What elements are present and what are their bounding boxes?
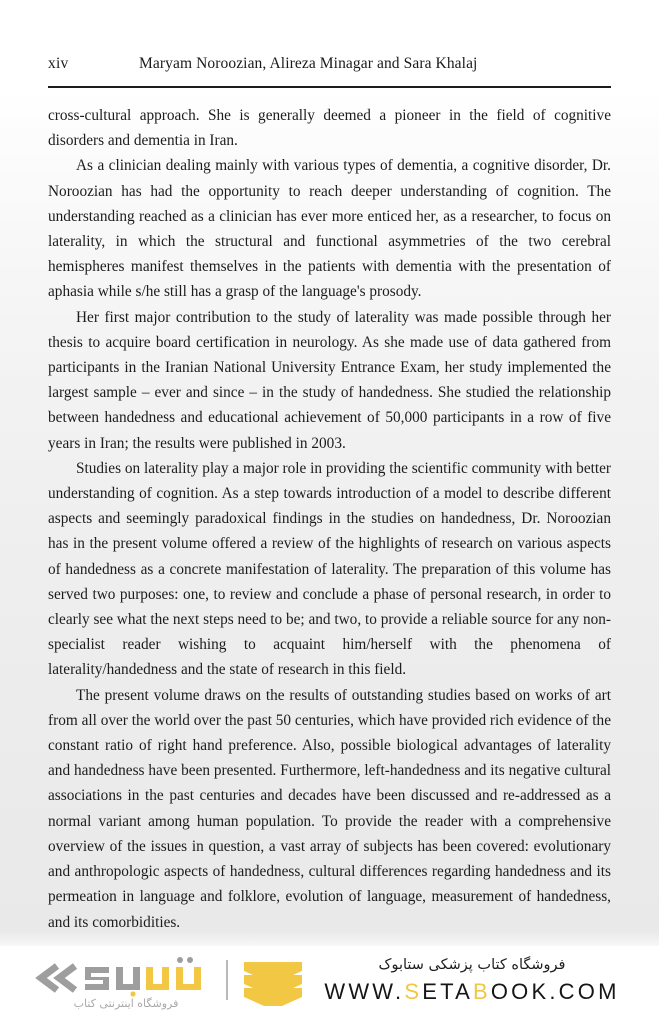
page-number: xiv	[48, 55, 69, 72]
url-letter-s: S	[404, 979, 423, 1004]
url-letters-eta: ETA	[422, 979, 473, 1004]
running-head	[48, 55, 611, 85]
paragraph: Her first major contribution to the study of laterality was made possible through her thesis to acquire board certification in neurology. As she made use of data gathered from participants in the Iranian National University Entrance Exam, her study implemented the largest sample – ever and since – in the study of handedness. She studied the relationship between handedness and educational achievement of 50,000 participants in a row of five years in Iran; the results were published in 2003.	[48, 308, 611, 452]
paragraph: As a clinician dealing mainly with various types of dementia, a cognitive disorder, Dr. Noroozian has had the opportunity to reach deeper understanding of cognition. The understanding reached as a clinician has ever more enticed her, as a researcher, to focus on laterality, in which the structural and functional asymmetries of the two cerebral hemispheres manifest themselves in the patients with dementia with the presentation of aphasia while s/he still has a grasp of the language's prosody.	[48, 157, 611, 301]
header-rule	[48, 86, 611, 88]
brand-subtitle: فروشگاه اینترنتی کتاب	[73, 997, 179, 1010]
body-text-column	[48, 103, 611, 935]
site-url[interactable]	[307, 979, 637, 1005]
setabook-logo-icon	[30, 954, 215, 998]
paragraph: The present volume draws on the results of outstanding studies based on works of art from all over the world over the past 50 centuries, which have provided rich evidence of the constant ratio of right hand preference. Also, possible biological advantages of laterality and handedness have been presented. Furthermore, left-handedness and its negative cultural associations in the past centuries and decades have been discussed and re-addressed as a normal variant among human population. To provide the reader with a comprehensive overview of the issues in question, a vast array of subjects has been covered: evolutionary and anthropologic aspects of handedness, cultural differences regarding handedness and its permeation in language and folklore, evolution of language, measurement of handedness, and its comorbidities.	[48, 686, 611, 931]
url-suffix: OOK.COM	[490, 979, 620, 1004]
running-head-authors: Maryam Noroozian, Alireza Minagar and Sara Khalaj	[139, 55, 478, 72]
paragraph: cross-cultural approach. She is generally deemed a pioneer in the field of cognitive disorders and dementia in Iran.	[48, 107, 611, 150]
brand-block[interactable]	[30, 954, 300, 1020]
footer-banner	[0, 946, 659, 1024]
url-letter-b: B	[473, 979, 491, 1004]
paragraph: Studies on laterality play a major role in providing the scientific community with better understanding of cognition. As a step towards introduction of a model to describe different aspects and seemingly paradoxical findings in the studies on handedness, Dr. Noroozian has in the present volume offered a review of the highlights of research on various aspects of handedness as a concrete manifestation of laterality. The preparation of this volume has served two purposes: one, to review and conclude a phase of personal research, in order to clearly see what the next steps need to be; and two, to provide a reliable source for any non-specialist reader wishing to acquaint him/herself with the phenomena of laterality/handedness and the state of research in this field.	[48, 459, 611, 679]
site-tagline-persian: فروشگاه کتاب پزشکی ستابوک	[378, 957, 566, 973]
url-prefix: WWW.	[324, 979, 405, 1004]
book-chevron-icon	[242, 960, 304, 1006]
site-info-block[interactable]	[307, 954, 637, 1005]
brand-divider	[226, 960, 228, 1000]
